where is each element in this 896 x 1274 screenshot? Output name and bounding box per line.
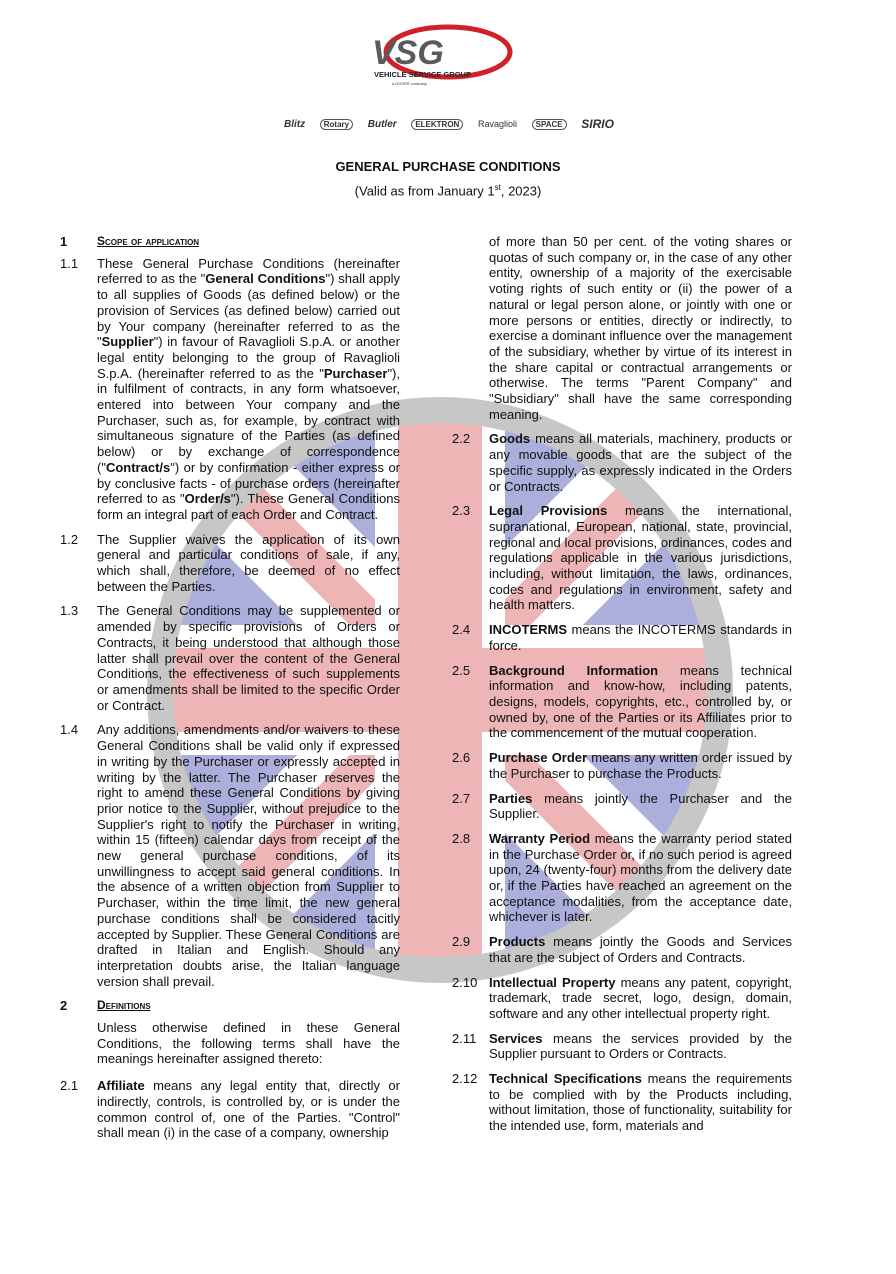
document-title: GENERAL PURCHASE CONDITIONS xyxy=(335,159,561,174)
brand-ravaglioli: Ravaglioli xyxy=(477,119,518,129)
brand-butler: Butler xyxy=(367,118,397,130)
clause-2-1-continued: of more than 50 per cent. of the voting shares or quotas of such company or, in the case of any other entity, ownership of a majority of the exercisable voting rights of such entity or (ii) the power of a natural or legal person alone, or jointly with one or more persons or entities, directly or indirectly, to exercise a dominant influence over the management of the subsidiary, whether by virtue of its interest in the share capital or contractual arrangements or otherwise. The terms "Parent Company" and "Subsidiary" shall have the same corresponding meaning. xyxy=(489,234,792,422)
logo-text: VSG xyxy=(372,34,444,72)
brand-blitz: Blitz xyxy=(284,118,306,130)
left-column xyxy=(60,234,400,1150)
logo-subtitle: VEHICLE SERVICE GROUP xyxy=(374,70,471,79)
clause-1-4: 1.4 Any additions, amendments and/or waivers to these General Conditions shall be valid only if expressed in writing by the Purchaser or expressly accepted in writing by the latter. The Purchaser reserves the right to amend these General Conditions by giving prior notice to the Supplier, without prejudice to the Supplier's right to notify the Purchaser in writing, within 15 (fifteen) calendar days from receipt of the new general purchase conditions, of its unwillingness to accept said general conditions. In the absence of a written objection from Supplier to Purchaser, within the time limit, the new general purchase conditions shall be considered tacitly accepted by Supplier. These General Conditions are drafted in Italian and English. Should any interpretation doubts arise, the Italian language version shall prevail. xyxy=(60,722,400,989)
brand-rotary: Rotary xyxy=(320,119,353,130)
clause-1-3: 1.3 The General Conditions may be supplemented or amended by specific provisions of Orders or Contracts, it being understood that although those latter shall prevail over the content of the General Conditions, the effectiveness of such supplements or amendments shall be limited to the specific Order or Contract. xyxy=(60,603,400,713)
brand-strip xyxy=(284,112,614,136)
brand-elektron: ELEKTRON xyxy=(411,119,463,130)
right-column xyxy=(452,234,792,1143)
clause-2-2: 2.2 Goods means all materials, machinery, products or any movable goods that are the subject of the specific supply, as expressly indicated in the Orders or Contracts. xyxy=(452,431,792,494)
clause-2-3: 2.3 Legal Provisions means the international, supranational, European, national, state, provincial, regional and local provisions, ordinances, codes and regulations applicable in the various jurisdictions, including, without limitation, the laws, ordinances, codes and regulations in environment, safety and health matters. xyxy=(452,503,792,613)
clause-1-2: 1.2 The Supplier waives the application of its own general and particular conditions of sale, if any, which shall, therefore, be deemed of no effect between the Parties. xyxy=(60,531,400,594)
definitions-intro: Unless otherwise defined in these General Conditions, the following terms shall have the meanings hereinafter assigned thereto: xyxy=(97,1020,400,1067)
clause-1-1: 1.1 These General Purchase Conditions (hereinafter referred to as the "General Conditions") shall apply to all supplies of Goods (as defined below) or the provision of Services (as defined below) carried out by Your company (hereinafter referred to as the "Supplier") in favour of Ravaglioli S.p.A. or another legal entity belonging to the group of Ravaglioli S.p.A. (hereinafter referred to as the "Purchaser"), in fulfilment of contracts, in any form whatsoever, entered into between Your company and the Purchaser, such as, for example, by contract with simultaneous signature of the Parties (as defined below) or by exchange of correspondence ("Contract/s") or by confirmation - either express or by conclusive facts - of purchase orders (hereinafter referred to as "Order/s"). These General Conditions form an integral part of each Order and Contract. xyxy=(60,255,401,522)
clause-2-1: 2.1 Affiliate means any legal entity that, directly or indirectly, controls, is controlled by, or is under the common control of, one of the Parties. "Control" shall mean (i) in the case of a company, ownership xyxy=(60,1078,400,1141)
clause-2-7: 2.7 Parties means jointly the Purchaser and the Supplier. xyxy=(452,790,792,822)
clause-2-4: 2.4 INCOTERMS means the INCOTERMS standards in force. xyxy=(452,622,792,653)
clause-2-5: 2.5 Background Information means technical information and know-how, including patents, designs, models, copyrights, etc., controlled by, or owned by, one of the Parties or its Affiliates prior to the commencement of the mutual cooperation. xyxy=(452,662,792,741)
clause-2-9: 2.9 Products means jointly the Goods and Services that are the subject of Orders and Contracts. xyxy=(452,934,792,965)
clause-2-10: 2.10 Intellectual Property means any patent, copyright, trademark, trade secret, logo, design, domain, software and any other intellectual property right. xyxy=(452,974,793,1021)
clause-2-6: 2.6 Purchase Order means any written order issued by the Purchaser to purchase the Products. xyxy=(452,750,792,781)
vsg-logo xyxy=(368,24,514,94)
brand-space: SPACE xyxy=(532,119,567,130)
brand-sirio: SIRIO xyxy=(581,117,614,131)
section-heading-2: 2 Definitions xyxy=(60,998,151,1014)
clause-2-11: 2.11 Services means the services provided by the Supplier pursuant to Orders or Contracts. xyxy=(452,1030,792,1062)
document-subtitle: (Valid as from January 1st, 2023) xyxy=(354,183,542,199)
logo-small: a DOVER company xyxy=(392,81,427,86)
clause-2-8: 2.8 Warranty Period means the warranty period stated in the Purchase Order or, if no such period is agreed upon, 24 (twenty-four) months from the delivery date or, if the Parties have reached an agreement on the acceptance modalities, from the acceptance date, whichever is later. xyxy=(452,830,792,925)
clause-2-12: 2.12 Technical Specifications means the requirements to be complied with by the Products including, without limitation, those of functionality, suitability for the intended use, form, materials and xyxy=(452,1071,792,1134)
section-heading-1: 1 Scope of application xyxy=(60,234,200,249)
